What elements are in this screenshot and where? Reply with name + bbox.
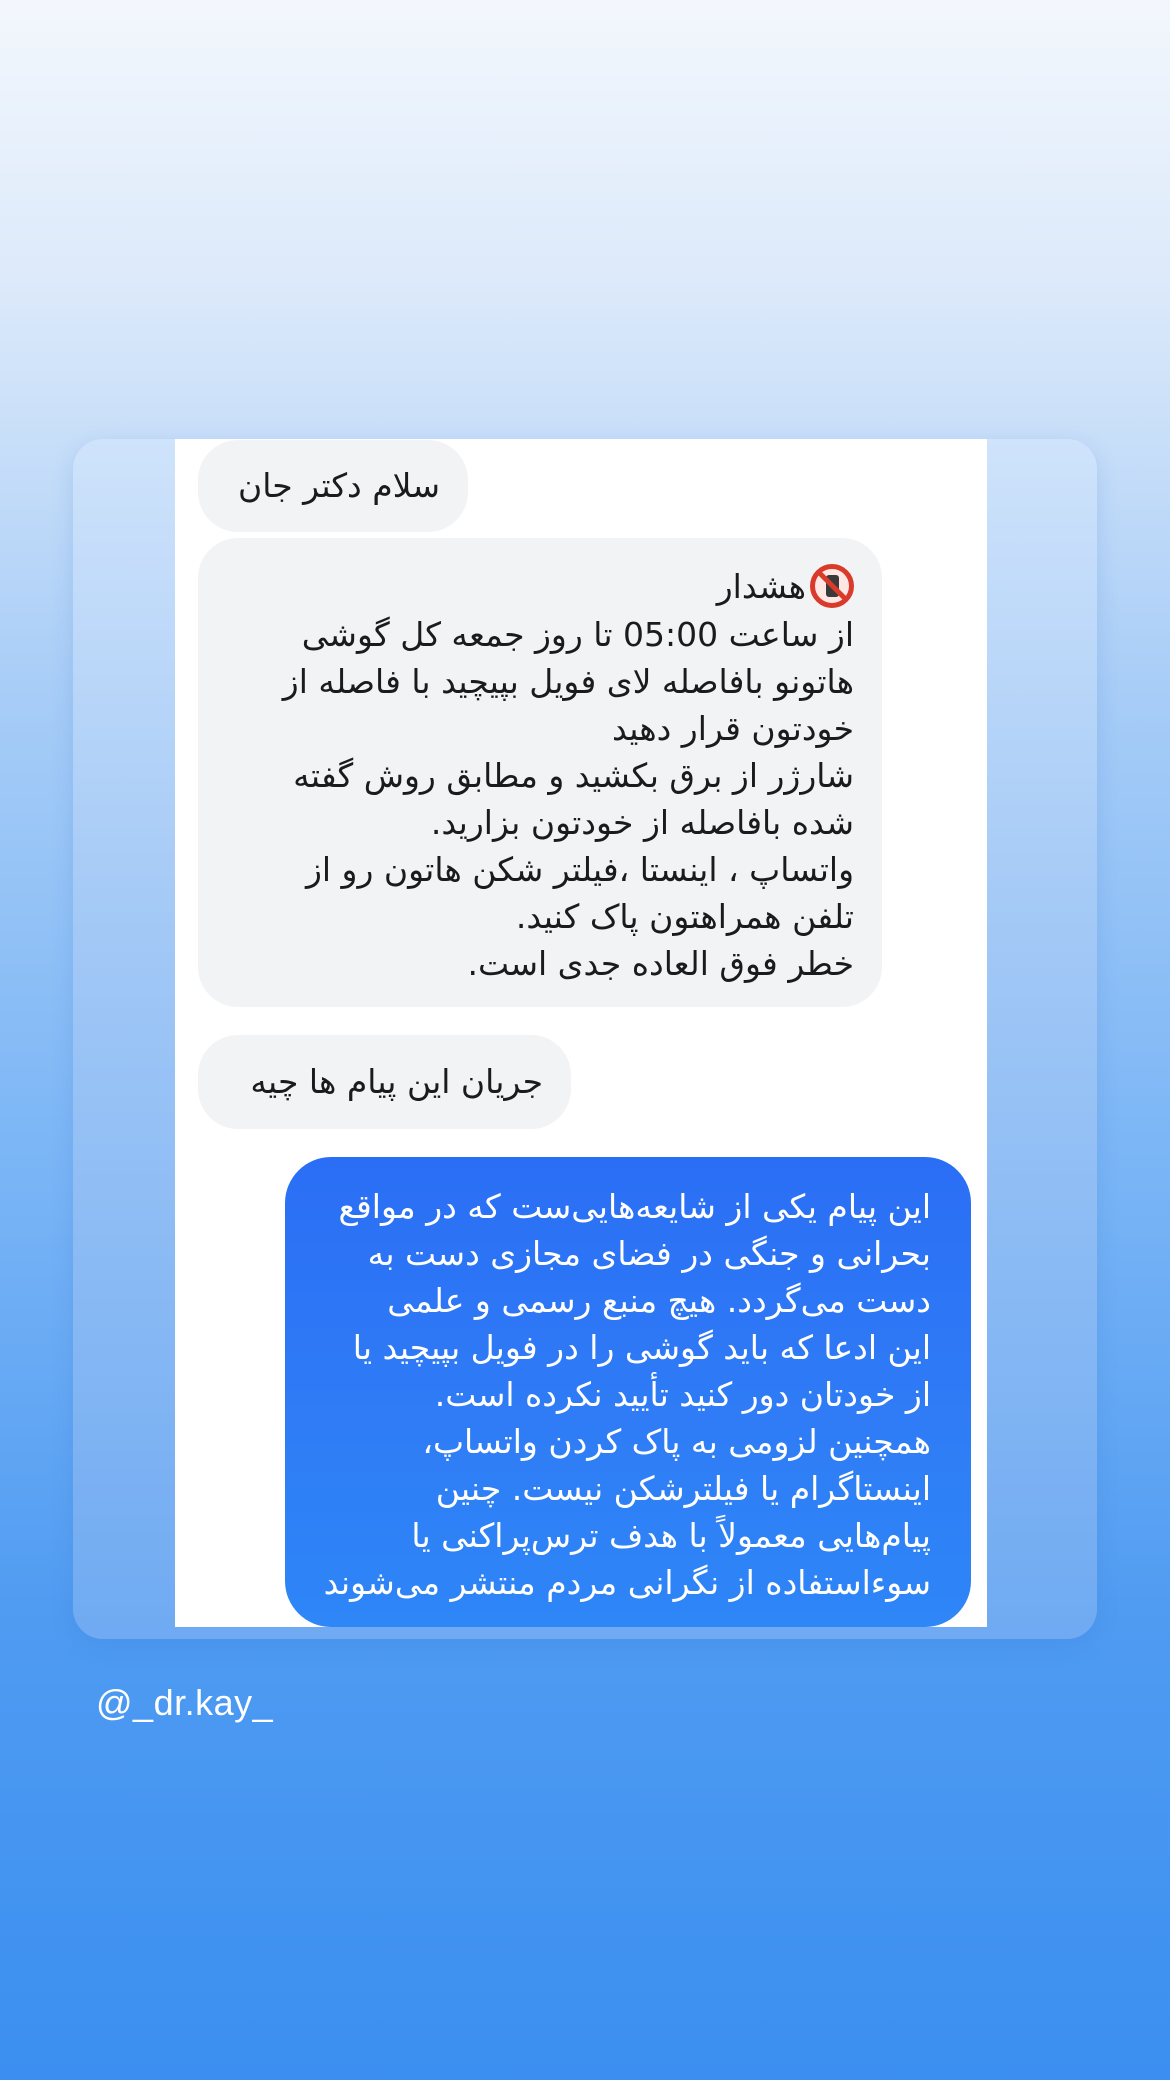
incoming-message-warning [198,538,882,1007]
message-line: این پیام یکی از شایعه‌هایی‌ست که در مواقع [338,1187,931,1226]
chat-screenshot [175,439,987,1627]
message-line: بحرانی و جنگی در فضای مجازی دست به [367,1234,931,1273]
incoming-message-greeting [198,440,468,532]
message-line: از ساعت 05:00 تا روز جمعه کل گوشی [301,615,854,654]
message-line: دست می‌گردد. هیچ منبع رسمی و علمی [387,1281,931,1320]
message-line: واتساپ ، اینستا ،فیلتر شکن هاتون رو از [305,850,854,889]
screenshot-card [73,439,1097,1639]
message-line: خودتون قرار دهید [611,709,854,748]
account-handle-link[interactable]: @_dr.kay_ [96,1682,274,1723]
message-line: اینستاگرام یا فیلترشکن نیست. چنین [435,1469,931,1508]
message-line: پیام‌هایی معمولاً با هدف ترس‌پراکنی یا [411,1516,931,1555]
incoming-message-question [198,1035,571,1129]
warning-title-row [226,561,854,611]
message-line: این ادعا که باید گوشی را در فویل بپیچید یا [352,1328,931,1367]
message-line: شده بافاصله از خودتون بزارید. [430,803,854,842]
message-text: سلام دکتر جان [237,466,440,505]
outgoing-message-reply [285,1157,971,1627]
message-line: همچنین لزومی به پاک کردن واتساپ، [422,1422,931,1461]
message-line: سوءاستفاده از نگرانی مردم منتشر می‌شوند [323,1563,931,1602]
message-line: خطر فوق العاده جدی است. [467,944,854,983]
message-text: جریان این پیام ها چیه [250,1062,543,1101]
message-line: تلفن همراهتون پاک کنید. [515,897,854,936]
message-line: از خودتان دور کنید تأیید نکرده است. [434,1375,931,1414]
message-line: هاتونو بافاصله لای فویل بپیچید با فاصله از [282,662,854,701]
message-line: شارژر از برق بکشید و مطابق روش گفته [293,756,854,795]
no-mobile-phones-icon [810,564,854,608]
warning-title: هشدار [716,566,806,606]
